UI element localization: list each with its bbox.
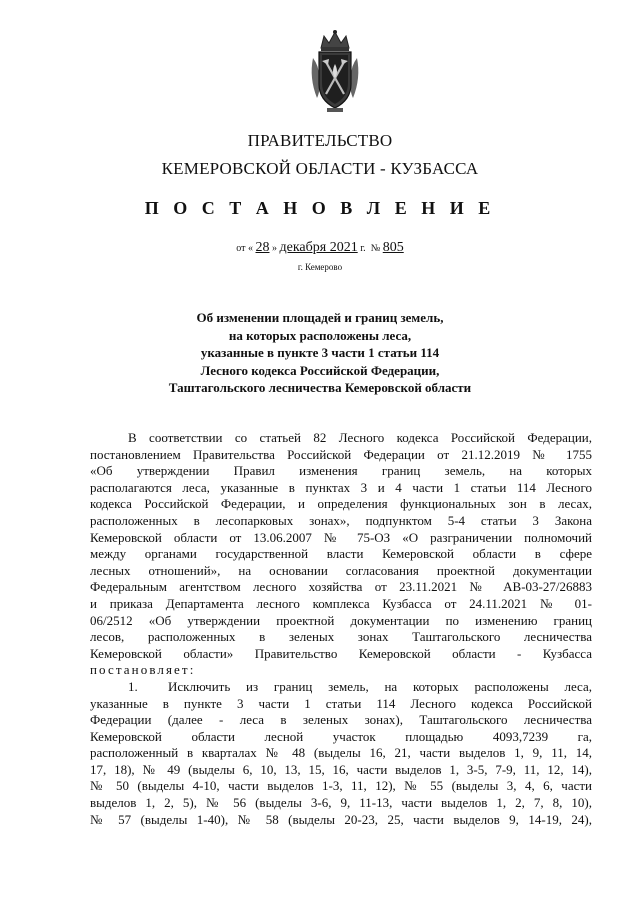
item-1-first-line xyxy=(90,679,592,696)
item-number: 1. xyxy=(128,678,138,694)
body-line: располагаются леса, указанные в пунктах 3 и 4 части 1 статьи 114 Лесного xyxy=(90,479,592,495)
coat-of-arms-emblem xyxy=(307,28,363,114)
item-1-line: 17, 18), № 49 (выделы 6, 10, 13, 15, 16, части выделов 1, 3-5, 7-9, 11, 12, 14), xyxy=(90,761,592,777)
body-line: расположенных в лесопарковых зонах», подпунктом 5-4 статьи 3 Закона xyxy=(90,512,592,528)
title-line: Лесного кодекса Российской Федерации, xyxy=(200,362,440,378)
document-title xyxy=(0,309,640,397)
item-1-text: Исключить из границ земель, на которых расположены леса, xyxy=(168,678,592,694)
document-date-number xyxy=(0,240,640,256)
title-line: Таштагольского лесничества Кемеровской области xyxy=(168,380,472,395)
date-day: 28 xyxy=(255,240,270,255)
number-prefix: № xyxy=(370,243,381,254)
date-mid: » xyxy=(272,243,277,254)
body-line: 06/2512 «Об утверждении проектной документации по изменению границ xyxy=(90,612,592,628)
title-line: на которых расположены леса, xyxy=(228,327,412,343)
body-line: В соответствии со статьей 82 Лесного кодекса Российской Федерации, xyxy=(128,430,592,445)
body-line: Кемеровской области» Правительство Кемеровской области - Кузбасса xyxy=(90,645,592,661)
body-line: лесных отношений», на основании согласования проектной документации xyxy=(90,562,592,578)
item-1-line: указанные в пункте 3 части 1 статьи 114 Лесного кодекса Российской xyxy=(90,695,592,711)
body-line: Кемеровской области от 13.06.2007 № 75-ОЗ «О разграничении полномочий xyxy=(90,529,592,545)
item-1-line: Федерации (далее - леса в зеленых зонах), Таштагольского лесничества xyxy=(90,712,592,728)
body-line: и приказа Департамента лесного комплекса Кузбасса от 24.11.2021 № 01- xyxy=(90,595,592,611)
body-line: лесов, расположенных в зеленых зонах Таштагольского лесничества xyxy=(90,629,592,645)
government-name-line1: ПРАВИТЕЛЬСТВО xyxy=(247,131,393,150)
date-month-year: декабря 2021 xyxy=(279,240,358,255)
body-line: Федеральным агентством лесного хозяйства от 23.11.2021 № АВ-03-27/26883 xyxy=(90,579,592,595)
title-line: указанные в пункте 3 части 1 статьи 114 xyxy=(200,345,440,360)
title-line: Об изменении площадей и границ земель, xyxy=(196,310,444,325)
body-line: «Об утверждении Правил изменения границ земель, на которых xyxy=(90,463,592,479)
document-number: 805 xyxy=(382,240,404,255)
item-1-line: расположенный в кварталах № 48 (выделы 16, 21, части выделов 1, 9, 11, 14, xyxy=(90,745,592,761)
body-line: постановлением Правительства Российской Федерации от 21.12.2019 № 1755 xyxy=(90,446,592,462)
date-prefix: от « xyxy=(236,243,253,254)
document-body xyxy=(90,430,592,828)
item-1-line: выделов 1, 2, 5), № 56 (выделы 3-6, 9, 11-13, части выделов 1, 2, 7, 8, 10), xyxy=(90,795,592,811)
resolves-line xyxy=(90,662,592,679)
document-type-heading: П О С Т А Н О В Л Е Н И Е xyxy=(144,198,496,218)
document-city: г. Кемерово xyxy=(297,262,343,272)
item-1-line: № 57 (выделы 1-40), № 58 (выделы 20-23, 25, части выделов 9, 14-19, 24), xyxy=(90,811,592,827)
government-name-line2: КЕМЕРОВСКОЙ ОБЛАСТИ - КУЗБАССА xyxy=(161,159,479,178)
resolves-word: постановляет: xyxy=(90,662,196,678)
date-year-suffix: г. xyxy=(360,243,366,254)
body-line: между органами государственной власти Кемеровской области в сфере xyxy=(90,546,592,562)
body-line: кодекса Российской Федерации, и определения функциональных зон в лесах, xyxy=(90,496,592,512)
item-1-line: Кемеровской области лесной участок площадью 4093,7239 га, xyxy=(90,728,592,744)
item-1-line: № 50 (выделы 4-10, части выделов 1-3, 11, 12), № 55 (выделы 3, 4, 6, части xyxy=(90,778,592,794)
